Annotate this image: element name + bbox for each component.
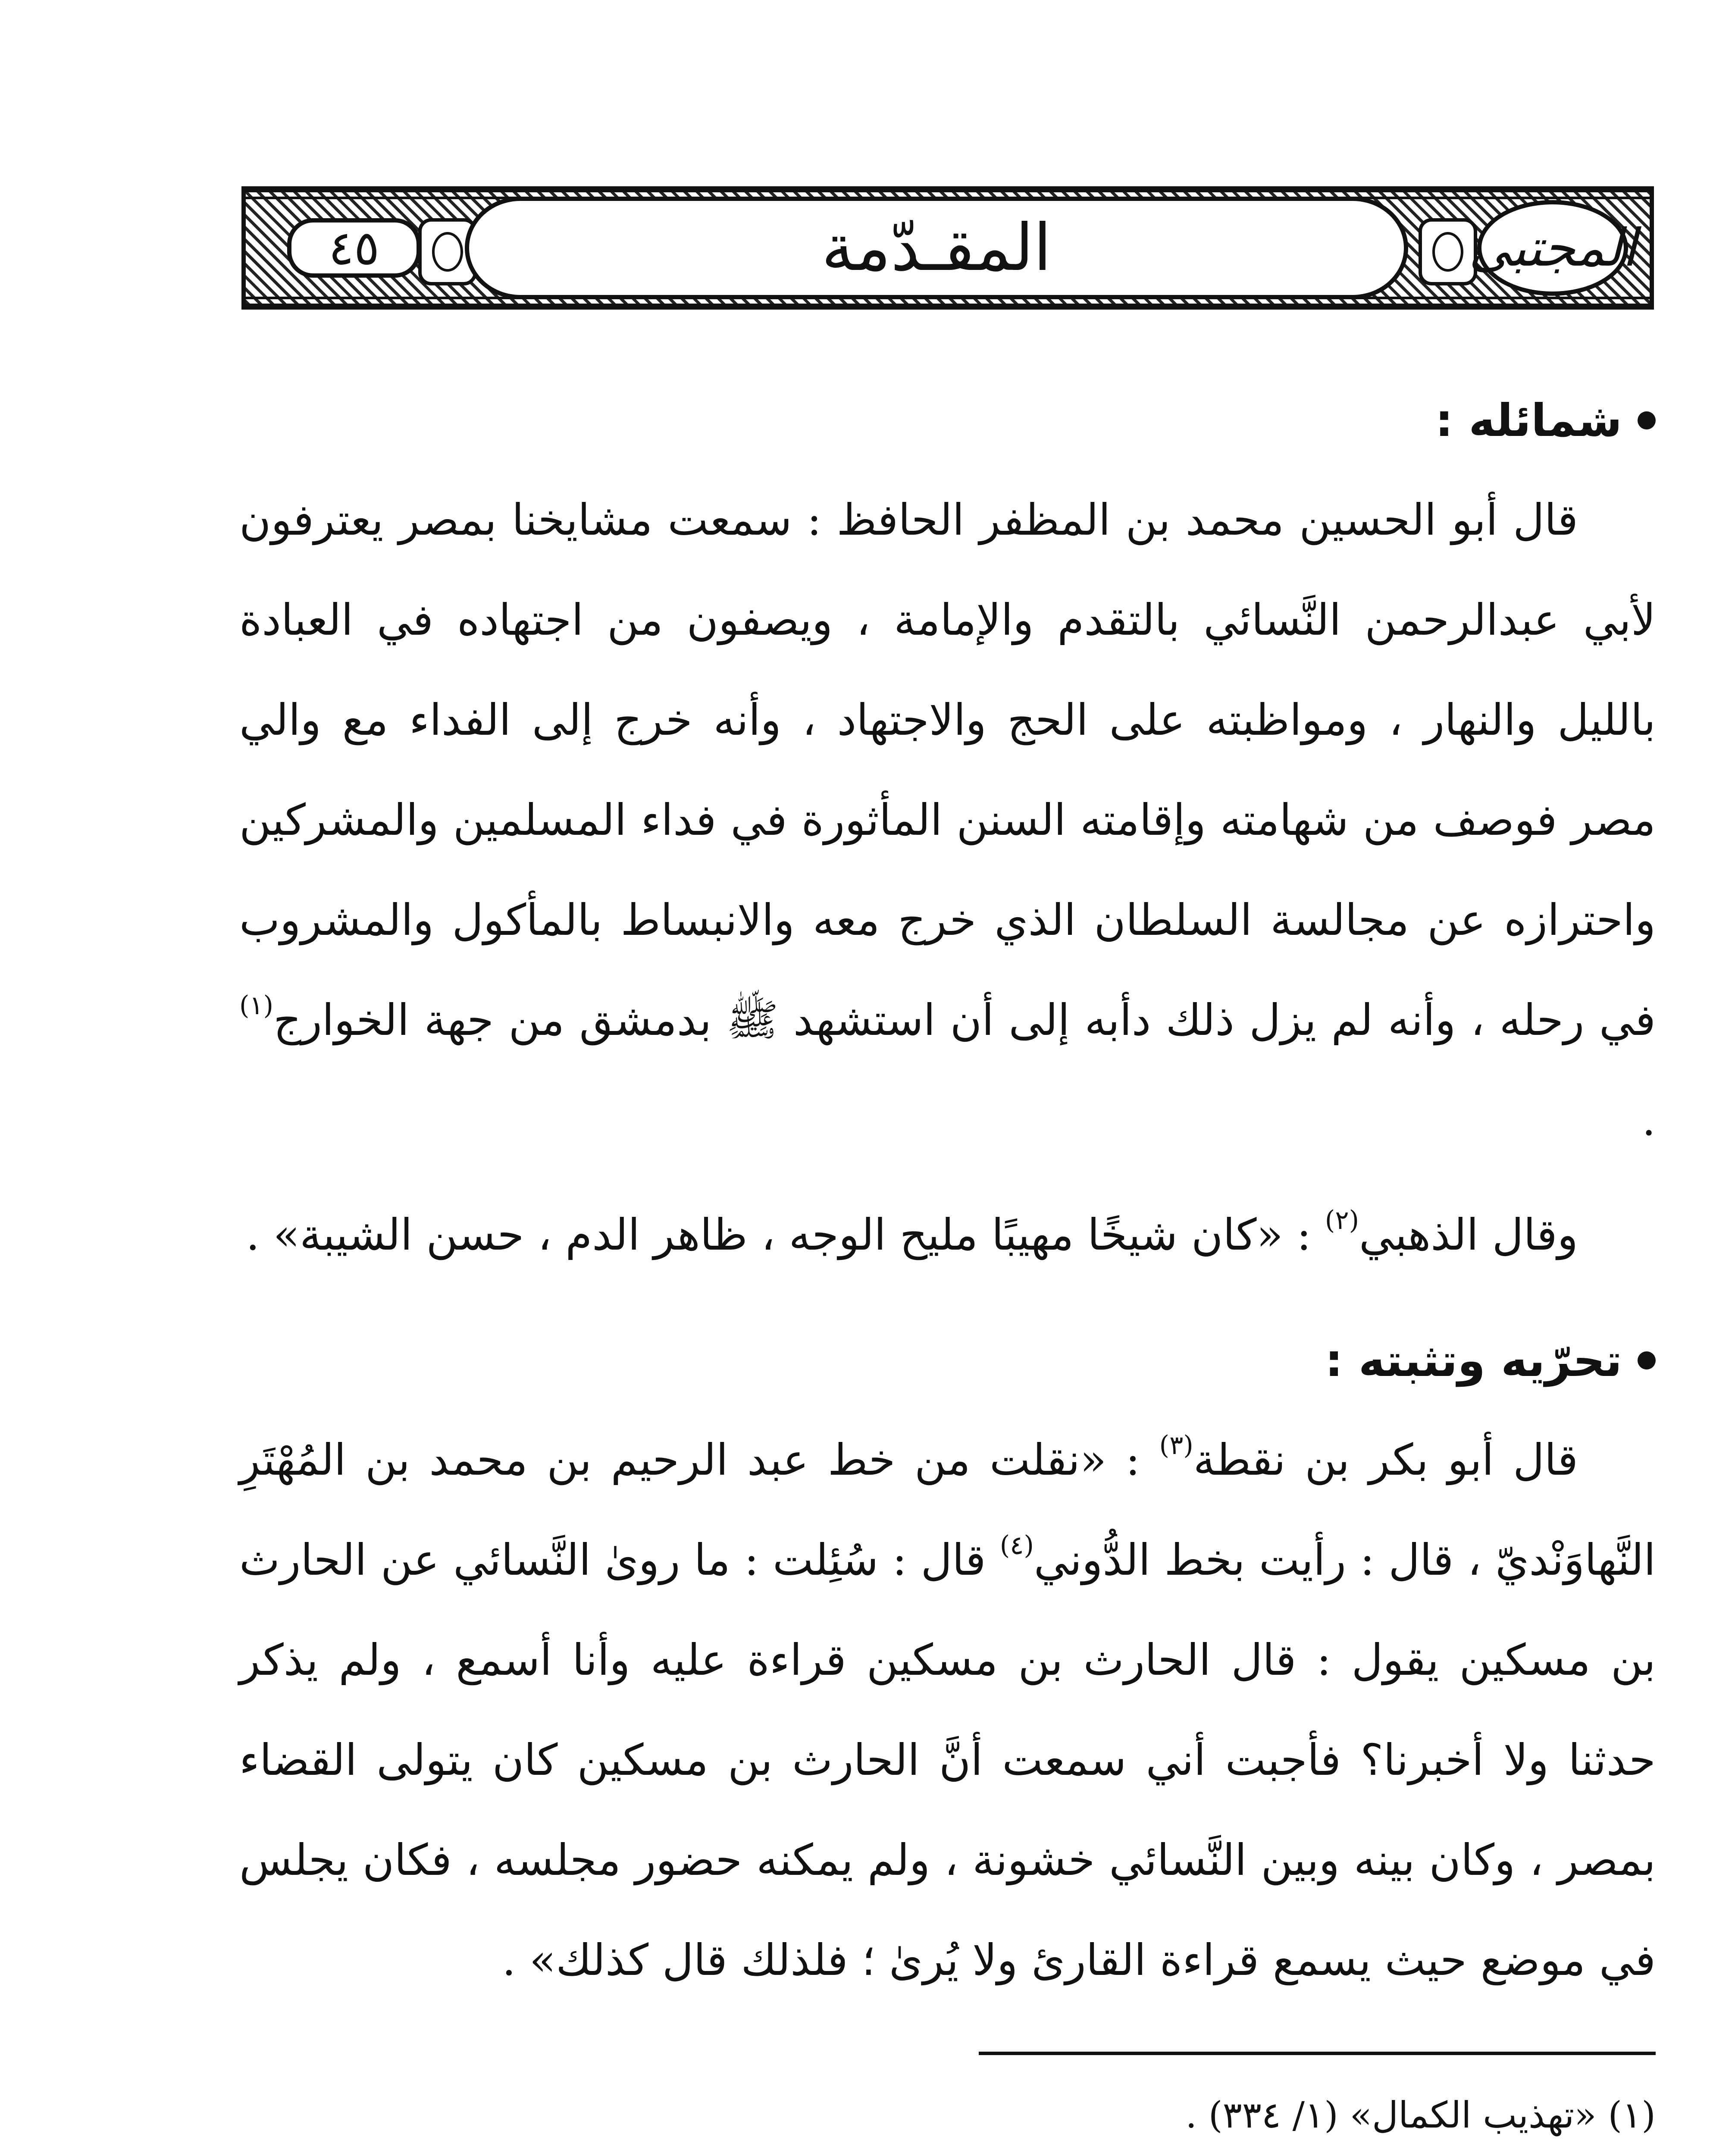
footnotes bbox=[239, 2076, 1656, 2156]
paragraph bbox=[239, 1410, 1656, 2010]
page-title: المقـدّمة bbox=[821, 210, 1052, 285]
footnote-divider bbox=[979, 2052, 1656, 2055]
paragraph-text: وقال الذهبي bbox=[1359, 1210, 1578, 1260]
paragraph-text: قال أبو الحسين محمد بن المظفر الحافظ : سمعت مشايخنا بمصر يعترفون لأبي عبدالرحمن النَّسائي بالتقدم والإمامة ، ويصفون من اجتهاده في العبادة بالليل والنهار ، ومواظبته على الحج والاجتهاد ، وأنه خرج إلى الفداء مع والي مصر فوصف من شهامته وإقامته السنن المأثورة في فداء المسلمين والمشركين واحترازه عن مجالسة السلطان الذي خرج معه والانبساط بالمأكول والمشروب في رحله ، وأنه لم يزل ذلك دأبه إلى أن استشهد ﷺ بدمشق من جهة الخوارج bbox=[239, 495, 1656, 1045]
bullet-icon bbox=[1638, 411, 1656, 429]
footnote-ref: (١) bbox=[239, 990, 274, 1021]
page-number-plate bbox=[287, 218, 421, 278]
paragraph-text: : «كان شيخًا مهيبًا مليح الوجه ، ظاهر الدم ، حسن الشيبة» . bbox=[246, 1210, 1325, 1260]
paragraph bbox=[239, 1185, 1656, 1285]
footnote-ref: (٢) bbox=[1325, 1205, 1359, 1235]
paragraph-text: . bbox=[1642, 1095, 1656, 1145]
title-plate bbox=[465, 197, 1408, 299]
book-logo bbox=[1469, 200, 1637, 296]
paragraph-text: قال : سُئِلت : ما روىٰ النَّسائي عن الحارث بن مسكين يقول : قال الحارث بن مسكين قراءة عليه وأنا أسمع ، ولم يذكر حدثنا ولا أخبرنا؟ فأجبت أني سمعت أنَّ الحارث بن مسكين كان يتولى القضاء بمصر ، وكان بينه وبين النَّسائي خشونة ، ولم يمكنه حضور مجلسه ، فكان يجلس في موضع حيث يسمع قراءة القارئ ولا يُرىٰ ؛ فلذلك قال كذلك» . bbox=[239, 1535, 1656, 1985]
section-heading-text: تحرّيه وتثبته : bbox=[1325, 1334, 1622, 1387]
footnote: (١) «تهذيب الكمال» (١/ ٣٣٤) . bbox=[1185, 2094, 1656, 2136]
page-number: ٤٥ bbox=[328, 220, 380, 276]
footnote bbox=[239, 2154, 1656, 2156]
section-heading bbox=[239, 388, 1656, 453]
paragraph bbox=[239, 470, 1656, 1170]
book-logo-text: المجتبى bbox=[1469, 218, 1637, 278]
paragraph-text: قال أبو بكر بن نقطة bbox=[1193, 1435, 1578, 1485]
footnote-ref: (٤) bbox=[999, 1530, 1034, 1561]
section-heading-text: شمائله : bbox=[1435, 394, 1622, 447]
footnote-ref: (٣) bbox=[1159, 1430, 1193, 1460]
bullet-icon bbox=[1638, 1351, 1656, 1369]
page-header bbox=[241, 186, 1654, 310]
main-text bbox=[239, 388, 1656, 2010]
paragraph-text: : «نقلت من خط عبد الرحيم بن محمد بن المُهْتَرِ النَّهاوَنْديّ ، قال : رأيت بخط الدُّوني bbox=[239, 1435, 1656, 1585]
section-heading bbox=[239, 1328, 1656, 1393]
